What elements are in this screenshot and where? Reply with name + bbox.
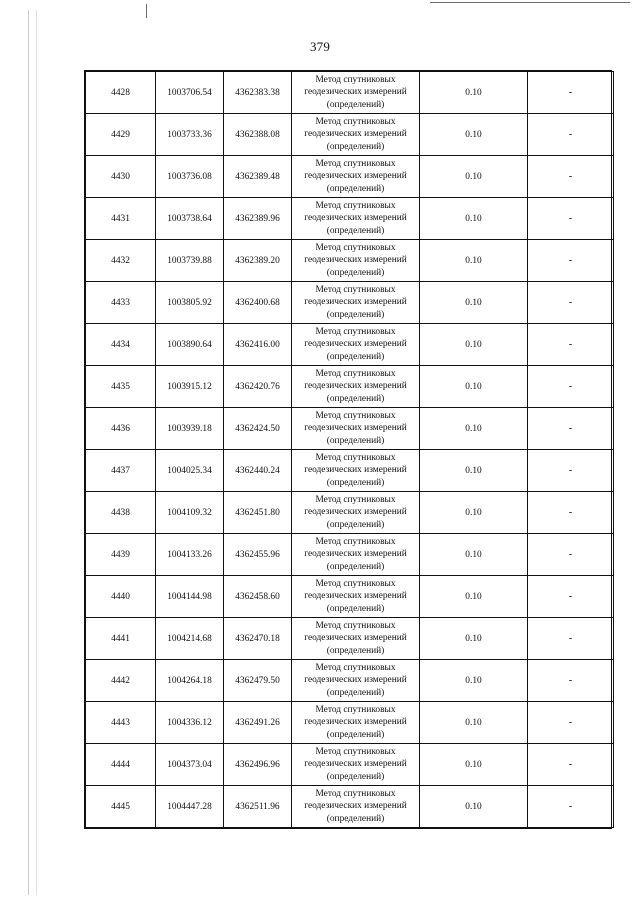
note-cell: - bbox=[528, 72, 614, 114]
method-line: (определений) bbox=[326, 729, 385, 740]
method-cell bbox=[292, 240, 420, 282]
accuracy-cell: 0.10 bbox=[420, 492, 528, 534]
y-coordinate-cell: 4362400.68 bbox=[224, 282, 292, 324]
method-cell bbox=[292, 324, 420, 366]
method-line: (определений) bbox=[326, 561, 385, 572]
table-row bbox=[86, 786, 614, 828]
table-row bbox=[86, 198, 614, 240]
note-cell: - bbox=[528, 114, 614, 156]
table-row bbox=[86, 282, 614, 324]
method-line: геодезических измерений bbox=[304, 423, 407, 434]
method-cell bbox=[292, 534, 420, 576]
note-cell: - bbox=[528, 450, 614, 492]
y-coordinate-cell: 4362416.00 bbox=[224, 324, 292, 366]
method-cell bbox=[292, 786, 420, 828]
accuracy-cell: 0.10 bbox=[420, 72, 528, 114]
method-cell bbox=[292, 72, 420, 114]
point-number-cell: 4433 bbox=[86, 282, 156, 324]
note-cell: - bbox=[528, 786, 614, 828]
note-cell: - bbox=[528, 576, 614, 618]
x-coordinate-cell: 1003805.92 bbox=[156, 282, 224, 324]
method-cell bbox=[292, 198, 420, 240]
method-line: Метод спутниковых bbox=[315, 747, 396, 758]
table-row bbox=[86, 576, 614, 618]
table-row bbox=[86, 744, 614, 786]
point-number-cell: 4444 bbox=[86, 744, 156, 786]
x-coordinate-cell: 1003706.54 bbox=[156, 72, 224, 114]
note-cell: - bbox=[528, 240, 614, 282]
x-coordinate-cell: 1003890.64 bbox=[156, 324, 224, 366]
method-line: геодезических измерений bbox=[304, 465, 407, 476]
method-line: (определений) bbox=[326, 99, 385, 110]
method-line: Метод спутниковых bbox=[315, 117, 396, 128]
method-cell bbox=[292, 156, 420, 198]
method-line: (определений) bbox=[326, 477, 385, 488]
method-line: (определений) bbox=[326, 687, 385, 698]
x-coordinate-cell: 1003733.36 bbox=[156, 114, 224, 156]
point-number-cell: 4436 bbox=[86, 408, 156, 450]
method-line: геодезических измерений bbox=[304, 549, 407, 560]
note-cell: - bbox=[528, 408, 614, 450]
method-line: (определений) bbox=[326, 141, 385, 152]
method-line: геодезических измерений bbox=[304, 255, 407, 266]
y-coordinate-cell: 4362389.96 bbox=[224, 198, 292, 240]
x-coordinate-cell: 1004447.28 bbox=[156, 786, 224, 828]
point-number-cell: 4445 bbox=[86, 786, 156, 828]
method-line: Метод спутниковых bbox=[315, 495, 396, 506]
note-cell: - bbox=[528, 366, 614, 408]
note-cell: - bbox=[528, 324, 614, 366]
table-row bbox=[86, 450, 614, 492]
table-row bbox=[86, 156, 614, 198]
method-cell bbox=[292, 702, 420, 744]
y-coordinate-cell: 4362479.50 bbox=[224, 660, 292, 702]
x-coordinate-cell: 1003738.64 bbox=[156, 198, 224, 240]
method-cell bbox=[292, 450, 420, 492]
method-line: геодезических измерений bbox=[304, 633, 407, 644]
method-line: (определений) bbox=[326, 603, 385, 614]
method-line: (определений) bbox=[326, 225, 385, 236]
accuracy-cell: 0.10 bbox=[420, 366, 528, 408]
method-line: Метод спутниковых bbox=[315, 285, 396, 296]
note-cell: - bbox=[528, 198, 614, 240]
method-line: Метод спутниковых bbox=[315, 243, 396, 254]
note-cell: - bbox=[528, 492, 614, 534]
x-coordinate-cell: 1004133.26 bbox=[156, 534, 224, 576]
table-row bbox=[86, 240, 614, 282]
coordinates-table bbox=[85, 71, 614, 828]
x-coordinate-cell: 1004214.68 bbox=[156, 618, 224, 660]
point-number-cell: 4428 bbox=[86, 72, 156, 114]
point-number-cell: 4434 bbox=[86, 324, 156, 366]
y-coordinate-cell: 4362455.96 bbox=[224, 534, 292, 576]
accuracy-cell: 0.10 bbox=[420, 744, 528, 786]
method-cell bbox=[292, 366, 420, 408]
scan-line-left bbox=[28, 10, 29, 895]
method-cell bbox=[292, 660, 420, 702]
y-coordinate-cell: 4362383.38 bbox=[224, 72, 292, 114]
x-coordinate-cell: 1004025.34 bbox=[156, 450, 224, 492]
point-number-cell: 4435 bbox=[86, 366, 156, 408]
point-number-cell: 4440 bbox=[86, 576, 156, 618]
method-line: геодезических измерений bbox=[304, 129, 407, 140]
method-line: Метод спутниковых bbox=[315, 621, 396, 632]
y-coordinate-cell: 4362511.96 bbox=[224, 786, 292, 828]
method-line: Метод спутниковых bbox=[315, 579, 396, 590]
accuracy-cell: 0.10 bbox=[420, 702, 528, 744]
note-cell: - bbox=[528, 156, 614, 198]
method-line: геодезических измерений bbox=[304, 507, 407, 518]
method-line: (определений) bbox=[326, 393, 385, 404]
method-cell bbox=[292, 114, 420, 156]
method-cell bbox=[292, 408, 420, 450]
y-coordinate-cell: 4362440.24 bbox=[224, 450, 292, 492]
y-coordinate-cell: 4362491.26 bbox=[224, 702, 292, 744]
method-line: Метод спутниковых bbox=[315, 705, 396, 716]
point-number-cell: 4429 bbox=[86, 114, 156, 156]
y-coordinate-cell: 4362420.76 bbox=[224, 366, 292, 408]
method-line: (определений) bbox=[326, 183, 385, 194]
method-line: (определений) bbox=[326, 351, 385, 362]
table-row bbox=[86, 660, 614, 702]
accuracy-cell: 0.10 bbox=[420, 786, 528, 828]
x-coordinate-cell: 1003739.88 bbox=[156, 240, 224, 282]
method-line: (определений) bbox=[326, 309, 385, 320]
table-row bbox=[86, 72, 614, 114]
point-number-cell: 4431 bbox=[86, 198, 156, 240]
method-line: (определений) bbox=[326, 771, 385, 782]
x-coordinate-cell: 1004373.04 bbox=[156, 744, 224, 786]
method-line: Метод спутниковых bbox=[315, 789, 396, 800]
method-line: Метод спутниковых bbox=[315, 369, 396, 380]
x-coordinate-cell: 1004336.12 bbox=[156, 702, 224, 744]
accuracy-cell: 0.10 bbox=[420, 240, 528, 282]
accuracy-cell: 0.10 bbox=[420, 282, 528, 324]
table-row bbox=[86, 492, 614, 534]
method-line: геодезических измерений bbox=[304, 87, 407, 98]
method-line: геодезических измерений bbox=[304, 171, 407, 182]
y-coordinate-cell: 4362451.80 bbox=[224, 492, 292, 534]
method-line: Метод спутниковых bbox=[315, 453, 396, 464]
y-coordinate-cell: 4362496.96 bbox=[224, 744, 292, 786]
note-cell: - bbox=[528, 660, 614, 702]
method-cell bbox=[292, 744, 420, 786]
accuracy-cell: 0.10 bbox=[420, 618, 528, 660]
method-line: геодезических измерений bbox=[304, 717, 407, 728]
method-line: Метод спутниковых bbox=[315, 537, 396, 548]
y-coordinate-cell: 4362458.60 bbox=[224, 576, 292, 618]
point-number-cell: 4442 bbox=[86, 660, 156, 702]
method-line: Метод спутниковых bbox=[315, 411, 396, 422]
method-line: геодезических измерений bbox=[304, 675, 407, 686]
scan-line-left-secondary bbox=[36, 10, 37, 895]
method-line: (определений) bbox=[326, 435, 385, 446]
method-line: Метод спутниковых bbox=[315, 159, 396, 170]
table-body bbox=[86, 72, 614, 828]
method-line: геодезических измерений bbox=[304, 213, 407, 224]
method-line: (определений) bbox=[326, 519, 385, 530]
coordinates-table-container bbox=[84, 70, 612, 829]
point-number-cell: 4430 bbox=[86, 156, 156, 198]
page-number: 379 bbox=[309, 39, 331, 54]
accuracy-cell: 0.10 bbox=[420, 198, 528, 240]
method-line: геодезических измерений bbox=[304, 381, 407, 392]
table-row bbox=[86, 324, 614, 366]
method-cell bbox=[292, 618, 420, 660]
x-coordinate-cell: 1004109.32 bbox=[156, 492, 224, 534]
method-line: Метод спутниковых bbox=[315, 75, 396, 86]
table-row bbox=[86, 366, 614, 408]
method-cell bbox=[292, 282, 420, 324]
point-number-cell: 4437 bbox=[86, 450, 156, 492]
table-row bbox=[86, 618, 614, 660]
method-line: геодезических измерений bbox=[304, 339, 407, 350]
accuracy-cell: 0.10 bbox=[420, 156, 528, 198]
note-cell: - bbox=[528, 744, 614, 786]
method-line: Метод спутниковых bbox=[315, 327, 396, 338]
note-cell: - bbox=[528, 702, 614, 744]
table-row bbox=[86, 534, 614, 576]
x-coordinate-cell: 1003736.08 bbox=[156, 156, 224, 198]
note-cell: - bbox=[528, 282, 614, 324]
y-coordinate-cell: 4362389.20 bbox=[224, 240, 292, 282]
accuracy-cell: 0.10 bbox=[420, 660, 528, 702]
accuracy-cell: 0.10 bbox=[420, 408, 528, 450]
y-coordinate-cell: 4362388.08 bbox=[224, 114, 292, 156]
point-number-cell: 4438 bbox=[86, 492, 156, 534]
method-line: (определений) bbox=[326, 267, 385, 278]
x-coordinate-cell: 1004264.18 bbox=[156, 660, 224, 702]
method-line: Метод спутниковых bbox=[315, 663, 396, 674]
point-number-cell: 4441 bbox=[86, 618, 156, 660]
method-cell bbox=[292, 492, 420, 534]
point-number-cell: 4432 bbox=[86, 240, 156, 282]
method-line: геодезических измерений bbox=[304, 591, 407, 602]
scan-top-tick bbox=[146, 4, 147, 18]
scan-top-right-line bbox=[430, 2, 630, 3]
y-coordinate-cell: 4362424.50 bbox=[224, 408, 292, 450]
note-cell: - bbox=[528, 534, 614, 576]
method-line: геодезических измерений bbox=[304, 297, 407, 308]
accuracy-cell: 0.10 bbox=[420, 324, 528, 366]
x-coordinate-cell: 1003939.18 bbox=[156, 408, 224, 450]
x-coordinate-cell: 1004144.98 bbox=[156, 576, 224, 618]
point-number-cell: 4439 bbox=[86, 534, 156, 576]
accuracy-cell: 0.10 bbox=[420, 114, 528, 156]
x-coordinate-cell: 1003915.12 bbox=[156, 366, 224, 408]
accuracy-cell: 0.10 bbox=[420, 450, 528, 492]
method-line: геодезических измерений bbox=[304, 801, 407, 812]
accuracy-cell: 0.10 bbox=[420, 576, 528, 618]
table-row bbox=[86, 408, 614, 450]
method-line: Метод спутниковых bbox=[315, 201, 396, 212]
table-row bbox=[86, 702, 614, 744]
method-cell bbox=[292, 576, 420, 618]
method-line: (определений) bbox=[326, 645, 385, 656]
accuracy-cell: 0.10 bbox=[420, 534, 528, 576]
point-number-cell: 4443 bbox=[86, 702, 156, 744]
note-cell: - bbox=[528, 618, 614, 660]
method-line: геодезических измерений bbox=[304, 759, 407, 770]
table-row bbox=[86, 114, 614, 156]
method-line: (определений) bbox=[326, 813, 385, 824]
y-coordinate-cell: 4362389.48 bbox=[224, 156, 292, 198]
y-coordinate-cell: 4362470.18 bbox=[224, 618, 292, 660]
